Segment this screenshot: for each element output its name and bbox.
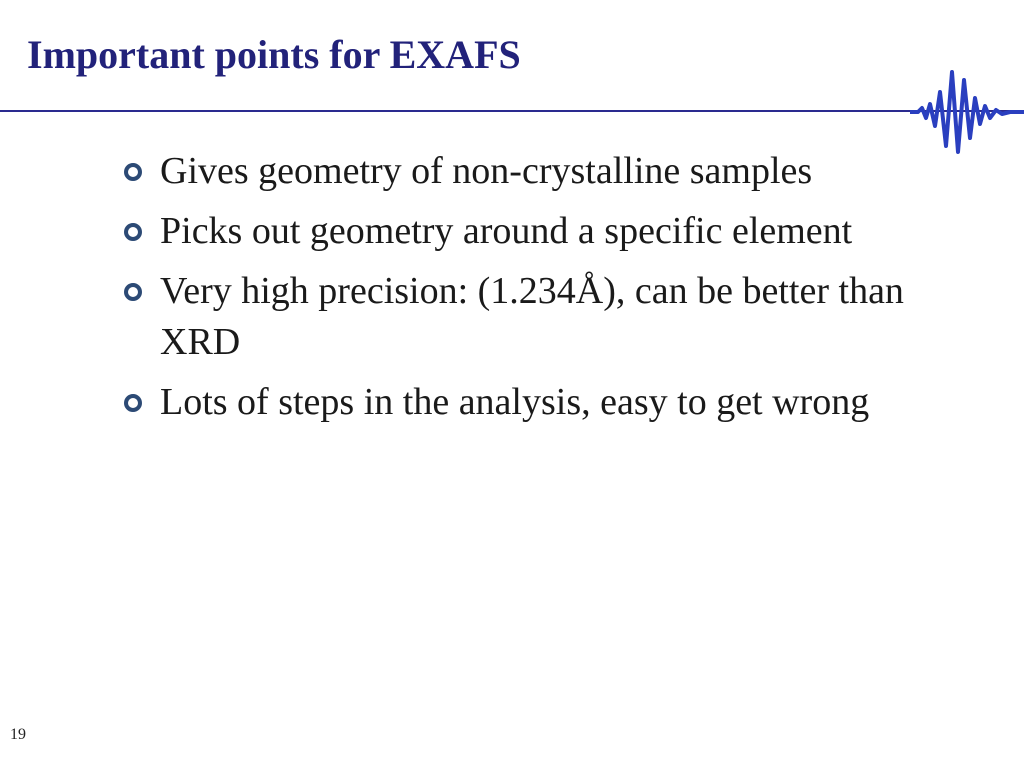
bullet-item	[120, 377, 980, 428]
ring-bullet-icon	[124, 163, 142, 181]
title-divider	[0, 110, 1024, 112]
slide-title: Important points for EXAFS	[27, 32, 521, 77]
exafs-wave-icon	[910, 64, 1024, 158]
bullet-list	[120, 146, 980, 437]
ring-bullet-icon	[124, 394, 142, 412]
bullet-item	[120, 266, 980, 368]
bullet-item	[120, 206, 980, 257]
bullet-text: Lots of steps in the analysis, easy to get wrong	[160, 381, 870, 423]
ring-bullet-icon	[124, 283, 142, 301]
bullet-text: Very high precision: (1.234Å), can be better than XRD	[160, 270, 904, 363]
ring-bullet-icon	[124, 223, 142, 241]
page-number: 19	[10, 726, 26, 743]
bullet-text: Gives geometry of non-crystalline samples	[160, 150, 813, 192]
bullet-text: Picks out geometry around a specific element	[160, 210, 853, 252]
bullet-item	[120, 146, 980, 197]
